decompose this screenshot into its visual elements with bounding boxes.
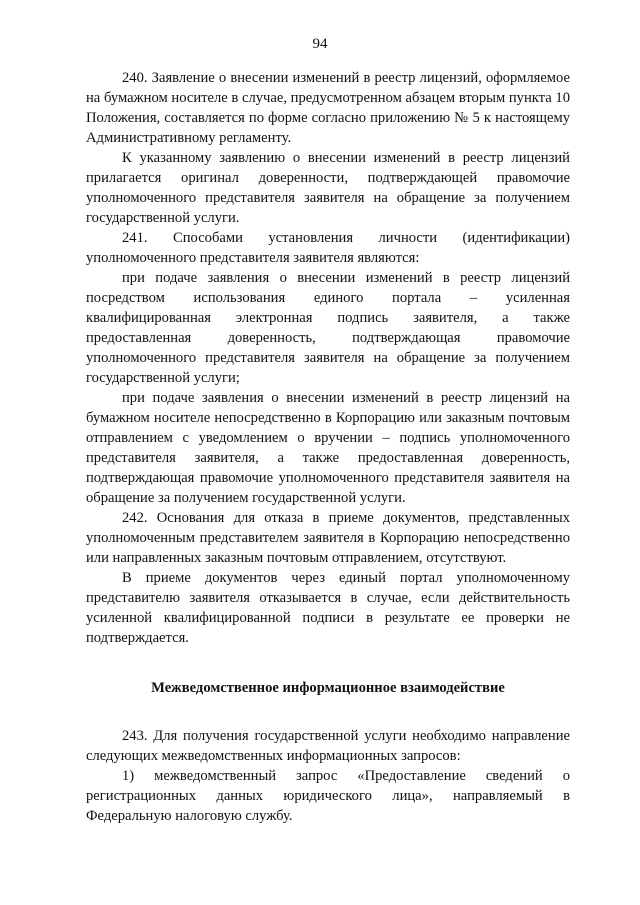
section-heading: Межведомственное информационное взаимодействие — [151, 680, 505, 696]
paragraph-243: 243. Для получения государственной услуги необходимо направление следующих межведомственных информационных запросов: — [86, 728, 570, 764]
paragraph-240-attachment: К указанному заявлению о внесении изменений в реестр лицензий прилагается оригинал доверенности, подтверждающей правомочие уполномоченного представителя заявителя на обращение за получением государственной услуги. — [86, 150, 570, 226]
document-body — [86, 68, 570, 826]
paragraph-242: 242. Основания для отказа в приеме документов, представленных уполномоченным представителем заявителя в Корпорацию непосредственно или направленных заказным почтовым отправлением, отсутствуют. — [86, 510, 570, 566]
paragraph-242-portal-refusal: В приеме документов через единый портал уполномоченному представителю заявителя отказывается в случае, если действительность усиленной квалифицированной подписи в результате ее проверки не подтверждается. — [86, 570, 570, 646]
paragraph-241-paper: при подаче заявления о внесении изменений в реестр лицензий на бумажном носителе непосредственно в Корпорацию или заказным почтовым отправлением с уведомлением о вручении – подпись уполномоченного представителя заявителя, а также предоставленная доверенность, подтверждающая правомочие уполномоченного представителя заявителя на обращение за получением государственной услуги. — [86, 390, 570, 506]
paragraph-243-item-1: 1) межведомственный запрос «Предоставление сведений о регистрационных данных юридического лица», направляемый в Федеральную налоговую службу. — [86, 768, 570, 824]
paragraph-241: 241. Способами установления личности (идентификации) уполномоченного представителя заявителя являются: — [86, 230, 570, 266]
paragraph-241-portal: при подаче заявления о внесении изменений в реестр лицензий посредством использования единого портала – усиленная квалифицированная электронная подпись заявителя, а также предоставленная доверенность, подтверждающая правомочие уполномоченного представителя заявителя на обращение за получением государственной услуги; — [86, 270, 570, 386]
paragraph-240: 240. Заявление о внесении изменений в реестр лицензий, оформляемое на бумажном носителе в случае, предусмотренном абзацем вторым пункта 10 Положения, составляется по форме согласно приложению № 5 к настоящему Административному регламенту. — [86, 70, 570, 146]
page-number: 94 — [312, 36, 328, 52]
